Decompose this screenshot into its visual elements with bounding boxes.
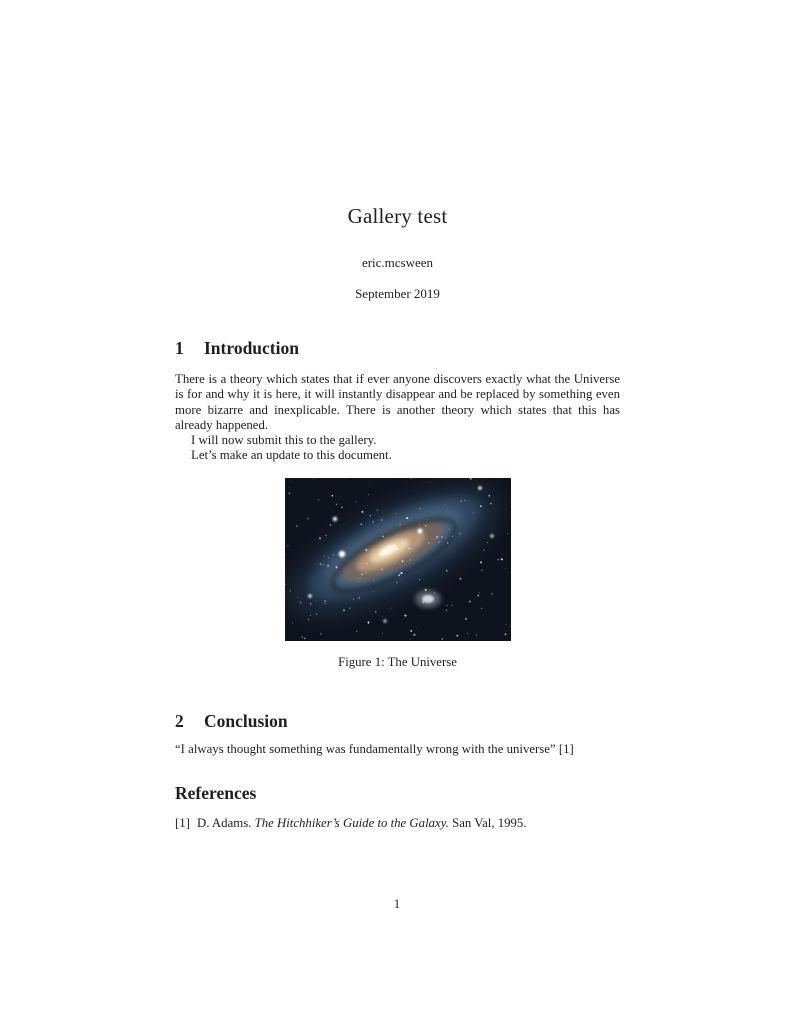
- section-title: Introduction: [204, 338, 299, 358]
- reference-authors: D. Adams.: [197, 816, 252, 831]
- document-title: Gallery test: [347, 204, 448, 228]
- section-title: Conclusion: [204, 710, 288, 731]
- galaxy-illustration: [285, 478, 511, 641]
- intro-paragraph: There is a theory which states that if ever anyone discovers exactly what the Universe is for and why it is here, it will instantly disappear and be replaced by something even more bizarre and inexplicable. There is another theory which states that this has already happened.: [175, 372, 620, 432]
- figure-caption: Figure 1: The Universe: [338, 654, 457, 669]
- reference-entry: [175, 816, 620, 831]
- section-heading-conclusion: [175, 710, 620, 732]
- reference-label: [1]: [175, 816, 190, 831]
- reference-title: The Hitchhiker’s Guide to the Galaxy.: [254, 816, 449, 831]
- section-heading-introduction: [175, 337, 620, 359]
- reference-publisher: San Val, 1995.: [452, 816, 527, 831]
- references-heading: References: [175, 783, 257, 804]
- conclusion-quote: “I always thought something was fundamentally wrong with the universe” [1]: [175, 741, 574, 756]
- andromeda-galaxy-photo: [285, 478, 511, 641]
- figure-1: [175, 478, 620, 670]
- section-number: 2: [175, 710, 184, 731]
- document-date: September 2019: [355, 286, 440, 301]
- page-number: 1: [393, 896, 401, 911]
- intro-line-update: Let’s make an update to this document.: [191, 448, 392, 463]
- intro-line-gallery: I will now submit this to the gallery.: [191, 433, 377, 448]
- document-author: eric.mcsween: [361, 255, 434, 270]
- document-content: [175, 0, 620, 831]
- section-number: 1: [175, 338, 184, 358]
